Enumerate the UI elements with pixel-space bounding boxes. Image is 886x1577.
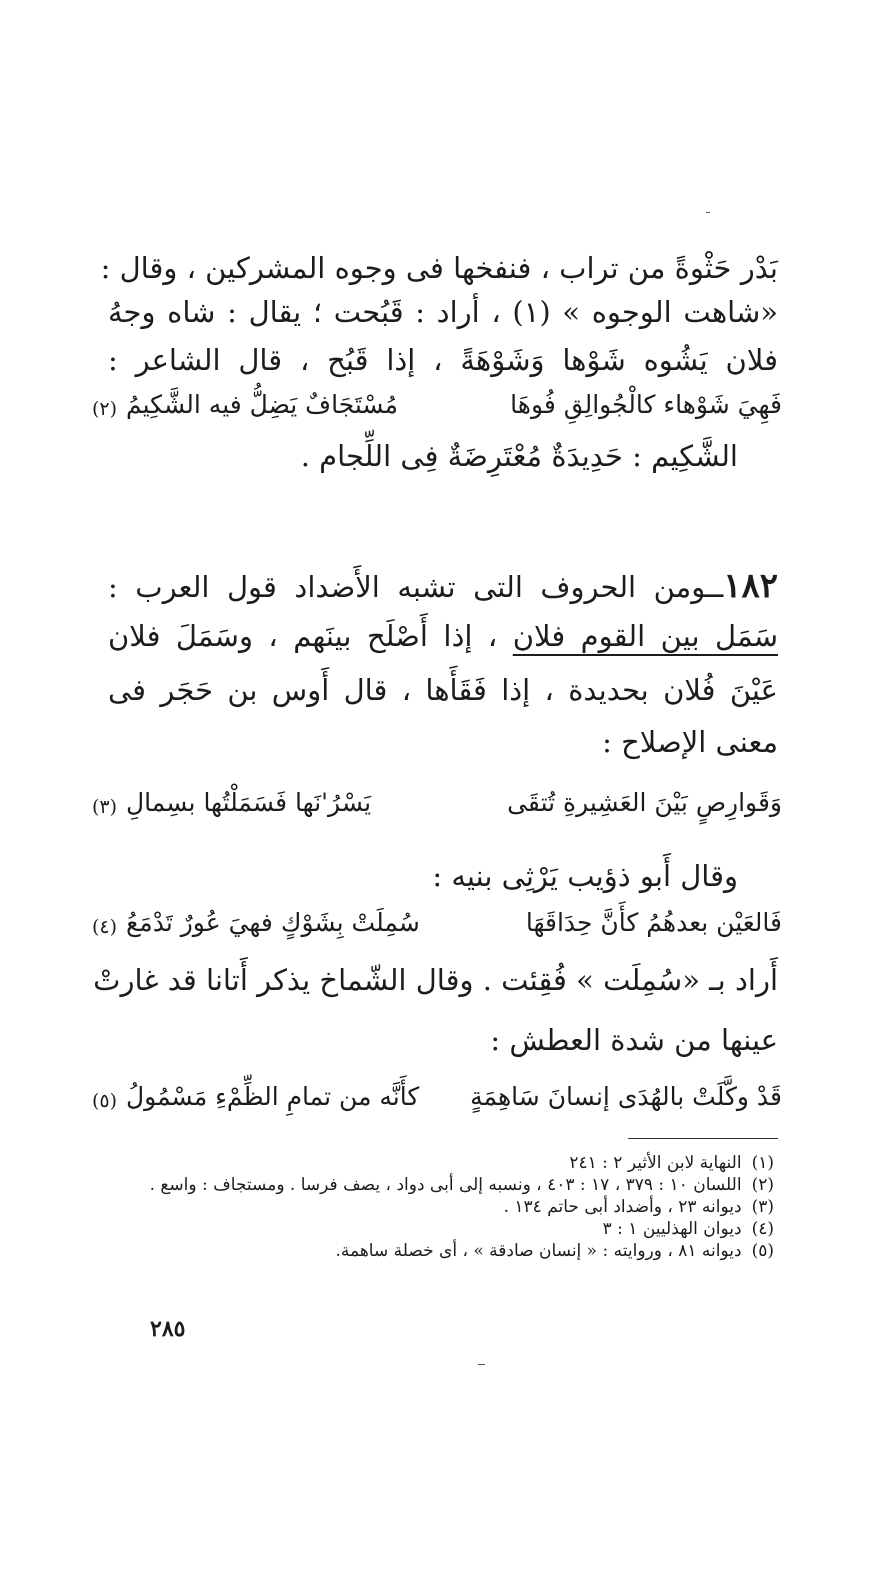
section-intro: ــومن الحروف التى تشبه الأَضداد قول العرب : xyxy=(108,570,724,604)
section-heading-line xyxy=(108,566,778,607)
verse xyxy=(92,906,782,940)
verse-hemistich-first: فَالعَيْن بعدهُمُ كأَنَّ حِدَاقَهَا xyxy=(525,908,782,937)
footnote-number: (٢) xyxy=(751,1175,774,1195)
verse-hemistich-first: وَقَوارِصٍ بَيْنَ العَشِيرةِ تُتقَى xyxy=(507,788,782,817)
verse-hemistich-second: يَسْرُ'نَها فَسَمَلْتُها بسِمالِ xyxy=(126,788,372,817)
footnote-ref: (٥) xyxy=(92,1090,118,1112)
verse-hemistich-first: قَدْ وكَّلَتْ بالهُدَى إنسانَ سَاهِمَةٍ xyxy=(470,1082,782,1111)
footnote xyxy=(94,1152,774,1174)
verse-hemistich-second: مُسْتَجَافٌ يَضِلُّ فيه الشَّكِيمُ xyxy=(126,390,399,419)
footnote-number: (٣) xyxy=(751,1197,774,1217)
body-line: وقال أَبو ذؤيب يَرْثِى بنيه : xyxy=(432,859,738,893)
verse xyxy=(92,1080,782,1114)
print-speck xyxy=(478,1364,485,1365)
body-line: معنى الإصلاح : xyxy=(602,725,778,759)
page-number: ٢٨٥ xyxy=(150,1316,186,1342)
footnote-text: ديوانه ٢٣ ، وأضداد أبى حاتم ١٣٤ . xyxy=(503,1197,742,1217)
verse-hemistich-second: كأَنَّه من تمامِ الظِّمْءِ مَسْمُولُ xyxy=(126,1082,420,1111)
verse xyxy=(92,388,782,422)
body-line: عينها من شدة العطش : xyxy=(490,1023,778,1057)
verse xyxy=(92,786,782,820)
footnote-number: (٤) xyxy=(751,1219,774,1239)
footnote-text: ديوانه ٨١ ، وروايته : « إنسان صادقة » ، أى خصلة ساهمة. xyxy=(335,1241,742,1261)
footnote-ref: (٤) xyxy=(92,916,118,938)
footnote-number: (٥) xyxy=(751,1241,774,1261)
footnote xyxy=(94,1218,774,1240)
body-line: فلان يَشُوه شَوْها وَشَوْهَةً ، إذا قَبُح ، قال الشاعر : xyxy=(108,343,778,377)
footnote xyxy=(94,1174,774,1196)
footnote-ref: (٢) xyxy=(92,398,118,420)
footnote-text: ديوان الهذليين ١ : ٣ xyxy=(602,1219,742,1239)
gloss-line: الشَّكِيم : حَدِيدَةٌ مُعْتَرِضَةٌ فِى اللِّجام . xyxy=(300,439,738,473)
underlined-phrase: سَمَل بين القوم فلان xyxy=(512,619,779,653)
verse-hemistich-second: سُمِلَتْ بِشَوْكٍ فهيَ عُورٌ تَدْمَعُ xyxy=(126,908,420,937)
body-line: عَيْنَ فُلان بحديدة ، إذا فَقَأَها ، قال أَوس بن حَجَر فى xyxy=(108,673,778,707)
footnotes xyxy=(94,1152,774,1262)
section-number: ١٨٢ xyxy=(723,566,778,606)
footnote-divider xyxy=(628,1138,778,1139)
footnote-text: النهاية لابن الأثير ٢ : ٢٤١ xyxy=(569,1153,742,1173)
footnote xyxy=(94,1240,774,1262)
footnote-ref: (٣) xyxy=(92,796,118,818)
footnote-number: (١) xyxy=(751,1153,774,1173)
footnote-text: اللسان ١٠ : ٣٧٩ ، ١٧ : ٤٠٣ ، ونسبه إلى أبى دواد ، يصف فرسا . ومستجاف : واسع . xyxy=(149,1175,742,1195)
verse-hemistich-first: فَهِيَ شَوْهاء كالْجُوالِقِ فُوهَا xyxy=(510,390,782,419)
body-line: أَراد بـ «سُمِلَت » فُقِئت . وقال الشّماخ يذكر أَتانا قد غارتْ xyxy=(93,963,778,997)
print-speck xyxy=(706,212,710,213)
body-line: بَدْر حَثْوةً من تراب ، فنفخها فى وجوه المشركين ، وقال : xyxy=(100,251,778,285)
body-line: «شاهت الوجوه » (١) ، أراد : قَبُحت ؛ يقال : شاه وجهُ xyxy=(108,295,778,329)
footnote xyxy=(94,1196,774,1218)
body-line xyxy=(108,616,778,656)
body-line-rest: ، إذا أَصْلَح بينَهم ، وسَمَلَ فلان xyxy=(108,619,498,653)
